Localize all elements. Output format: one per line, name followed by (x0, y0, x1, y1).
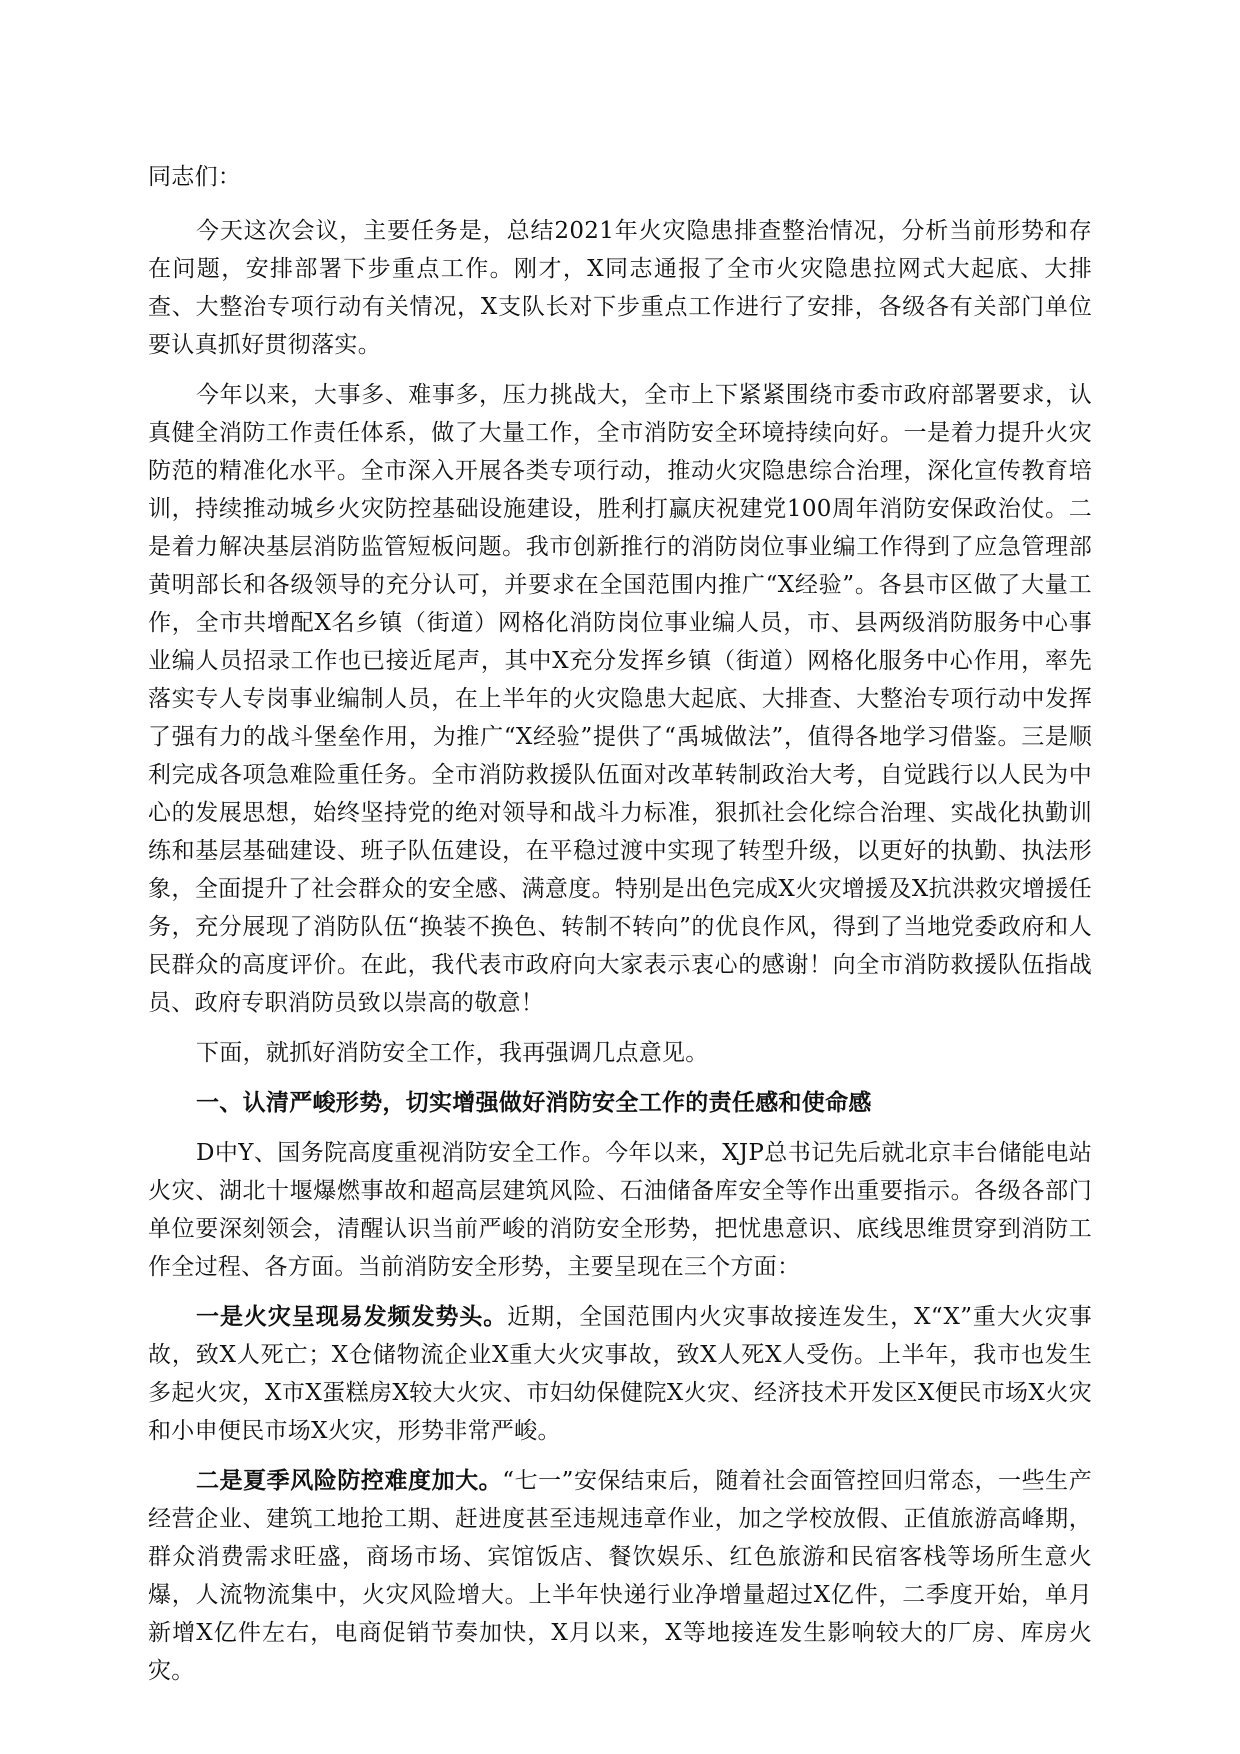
point-1-body: 近期，全国范围内火灾事故接连发生，X“X”重大火灾事故，致X人死亡；X仓储物流企业X重大火灾事故，致X人死X人受伤。上半年，我市也发生多起火灾，X市X蛋糕房X较大火灾、市妇幼保健院X火灾、经济技术开发区X便民市场X火灾和小申便民市场X火灾，形势非常严峻。 (148, 1304, 1092, 1444)
paragraph-achievements: 今年以来，大事多、难事多，压力挑战大，全市上下紧紧围绕市委市政府部署要求，认真健全消防工作责任体系，做了大量工作，全市消防安全环境持续向好。一是着力提升火灾防范的精准化水平。全市深入开展各类专项行动，推动火灾隐患综合治理，深化宣传教育培训，持续推动城乡火灾防控基础设施建设，胜利打赢庆祝建党100周年消防安保政治仗。二是着力解决基层消防监管短板问题。我市创新推行的消防岗位事业编工作得到了应急管理部黄明部长和各级领导的充分认可，并要求在全国范围内推广“X经验”。各县市区做了大量工作，全市共增配X名乡镇（街道）网格化消防岗位事业编人员，市、县两级消防服务中心事业编人员招录工作也已接近尾声，其中X充分发挥乡镇（街道）网格化服务中心作用，率先落实专人专岗事业编制人员，在上半年的火灾隐患大起底、大排查、大整治专项行动中发挥了强有力的战斗堡垒作用，为推广“X经验”提供了“禹城做法”，值得各地学习借鉴。三是顺利完成各项急难险重任务。全市消防救援队伍面对改革转制政治大考，自觉践行以人民为中心的发展思想，始终坚持党的绝对领导和战斗力标准，狠抓社会化综合治理、实战化执勤训练和基层基础建设、班子队伍建设，在平稳过渡中实现了转型升级，以更好的执勤、执法形象，全面提升了社会群众的安全感、满意度。特别是出色完成X火灾增援及X抗洪救灾增援任务，充分展现了消防队伍“换装不换色、转制不转向”的优良作风，得到了当地党委政府和人民群众的高度评价。在此，我代表市政府向大家表示衷心的感谢！向全市消防救援队伍指战员、政府专职消防员致以崇高的敬意！ (148, 382, 1092, 1016)
paragraph-point-2 (148, 1462, 1092, 1690)
paragraph-opening: 今天这次会议，主要任务是，总结2021年火灾隐患排查整治情况，分析当前形势和存在问题，安排部署下步重点工作。刚才，X同志通报了全市火灾隐患拉网式大起底、大排查、大整治专项行动有关情况，X支队长对下步重点工作进行了安排，各级各有关部门单位要认真抓好贯彻落实。 (148, 218, 1092, 358)
point-2-body: “七一”安保结束后，随着社会面管控回归常态，一些生产经营企业、建筑工地抢工期、赶进度甚至违规违章作业，加之学校放假、正值旅游高峰期，群众消费需求旺盛，商场市场、宾馆饭店、餐饮娱乐、红色旅游和民宿客栈等场所生意火爆，人流物流集中，火灾风险增大。上半年快递行业净增量超过X亿件，二季度开始，单月新增X亿件左右，电商促销节奏加快，X月以来，X等地接连发生影响较大的厂房、库房火灾。 (148, 1468, 1092, 1684)
paragraph-transition: 下面，就抓好消防安全工作，我再强调几点意见。 (196, 1040, 709, 1066)
paragraph-point-1 (148, 1298, 1092, 1450)
section-heading-1: 一、认清严峻形势，切实增强做好消防安全工作的责任感和使命感 (196, 1089, 872, 1116)
point-2-lead: 二是夏季风险防控难度加大。 (196, 1467, 503, 1494)
point-1-lead: 一是火灾呈现易发频发势头。 (196, 1303, 508, 1330)
paragraph-situation: D中Y、国务院高度重视消防安全工作。今年以来，XJP总书记先后就北京丰台储能电站火灾、湖北十堰爆燃事故和超高层建筑风险、石油储备库安全等作出重要指示。各级各部门单位要深刻领会，清醒认识当前严峻的消防安全形势，把忧患意识、底线思维贯穿到消防工作全过程、各方面。当前消防安全形势，主要呈现在三个方面： (148, 1140, 1092, 1280)
salutation: 同志们： (148, 164, 242, 190)
